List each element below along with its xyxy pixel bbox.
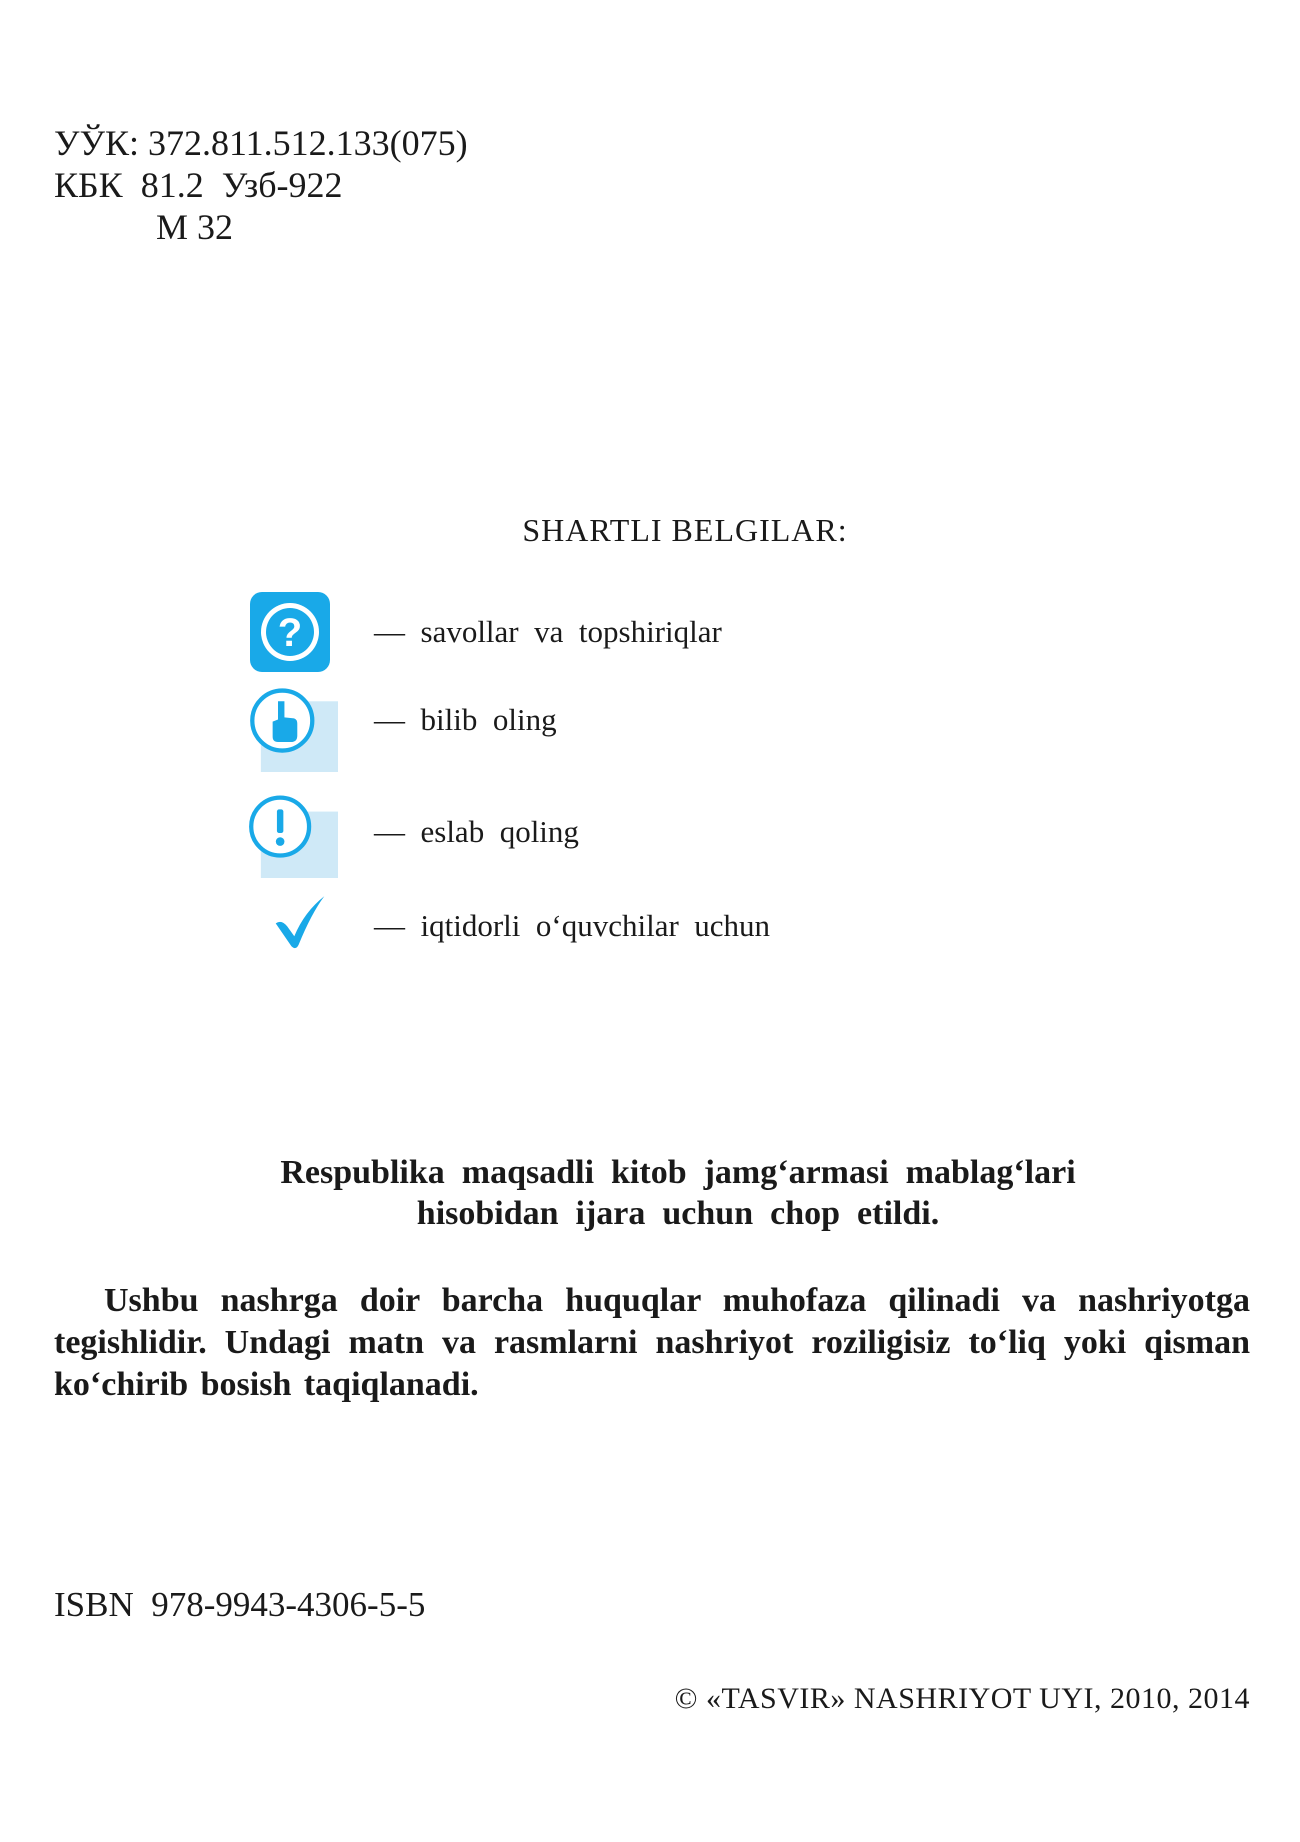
legend-item-talented bbox=[248, 892, 948, 982]
question-icon bbox=[248, 590, 332, 674]
udk-code: УЎК: 372.811.512.133(075) bbox=[54, 123, 468, 163]
legend-item-questions bbox=[248, 590, 948, 680]
svg-text:?: ? bbox=[277, 611, 303, 655]
rights-statement: Ushbu nashrga doir barcha huquqlar muhofaza qilinadi va nashriyotga tegishlidir. Undagi matn va rasmlarni nashriyot roziligisiz to‘liq yoki qisman ko‘chirib bosish taqiqlanadi. bbox=[54, 1282, 1250, 1403]
bbk-code: КБК 81.2 Узб-922 bbox=[54, 165, 343, 205]
legend-text-know: — bilib oling bbox=[374, 702, 557, 737]
exclamation-icon bbox=[248, 788, 338, 878]
legend-text-remember: — eslab qoling bbox=[374, 814, 579, 849]
legend-item-remember bbox=[248, 788, 948, 878]
checkmark-icon bbox=[270, 892, 330, 952]
isbn: ISBN 978-9943-4306-5-5 bbox=[54, 1585, 426, 1624]
pointing-hand-icon bbox=[248, 682, 338, 772]
funding-notice-line2: hisobidan ijara uchun chop etildi. bbox=[416, 1195, 940, 1232]
author-mark: М 32 bbox=[156, 207, 234, 247]
legend-title: SHARTLI BELGILAR: bbox=[522, 512, 848, 548]
legend-item-know bbox=[248, 682, 948, 772]
legend-text-questions: — savollar va topshiriqlar bbox=[374, 614, 722, 649]
funding-notice-line1: Respublika maqsadli kitob jamg‘armasi mablag‘lari bbox=[280, 1154, 1076, 1191]
legend-text-talented: — iqtidorli o‘quvchilar uchun bbox=[374, 908, 771, 943]
catalog-codes bbox=[54, 122, 468, 248]
funding-notice bbox=[0, 1152, 1300, 1234]
copyright: © «TASVIR» NASHRIYOT UYI, 2010, 2014 bbox=[674, 1682, 1250, 1715]
